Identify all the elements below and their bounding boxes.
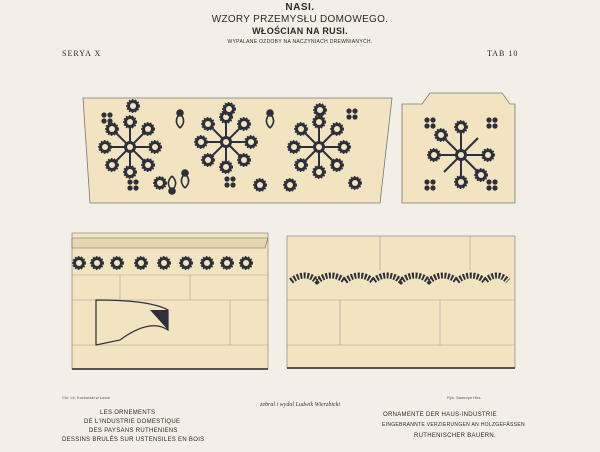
german-caption-line: EINGEBRANNTE VERZIERUNGEN AN HOLZGEFÄSSEN [382,422,525,428]
collector-signature: zebral i wydal Ludwik Wierzbicki [260,402,340,408]
french-caption-line: DES PAYSANS RUTHENIENS [89,428,178,434]
plate-subtitle: WŁOŚCIAN NA RUSI. [252,26,348,36]
printer-credit: Chr. Lit. Kozlowski w Lwow [62,395,111,400]
ornament-panel-2 [402,93,515,203]
publisher-heading: NASI. [285,2,315,13]
series-label: SERYA X [62,49,102,58]
ornament-panel-4 [287,236,515,368]
german-caption-line: RUTHENISCHER BAUERN. [414,433,497,439]
german-caption-line: ORNAMENTE DER HAUS-INDUSTRIE [383,412,497,418]
french-caption-line: DE L'INDUSTRIE DOMESTIQUE [84,419,181,425]
plate-description: WYPALANE OZDOBY NA NACZYNIACH DREWNIANYCH. [227,39,373,45]
french-caption-line: LES ORNEMENTS [100,410,156,416]
french-caption-line: DESSINS BRULÉS SUR USTENSILES EN BOIS [62,437,205,443]
artist-credit: Rys. Sawczyn Hirs. [447,395,482,400]
ornament-panel-1 [83,98,392,203]
plate-number: TAB 10 [487,49,519,58]
plate-title: WZORY PRZEMYSŁU DOMOWEGO. [211,14,389,25]
ornament-panel-3 [72,233,268,369]
